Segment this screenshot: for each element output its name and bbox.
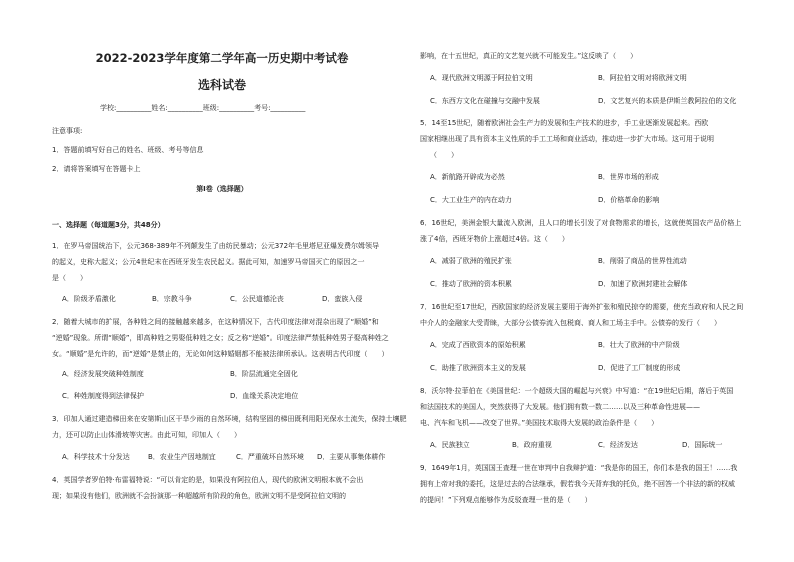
question-text: “逆婚”现象。所谓“顺婚”，即高种姓之男娶低种姓之女；反之称“逆婚”。印度法律严禁低种姓男子娶高种姓之 <box>52 334 389 342</box>
option-b[interactable]: B．政府重视 <box>512 441 552 449</box>
volume-heading: 第I卷（选择题） <box>196 185 248 193</box>
option-c[interactable]: C．推动了欧洲的资本积累 <box>430 280 512 288</box>
student-info-line: 学校:__________姓名:__________班级:__________考号:__________ <box>100 104 306 112</box>
option-d[interactable]: D．加速了欧洲封建社会解体 <box>598 280 688 288</box>
question-text: 女。“顺婚”是允许的，而“逆婚”是禁止的，无论如何这种婚姻都不能被法律所承认。这表明古代印度（ ） <box>52 350 389 358</box>
option-a[interactable]: A．经济发展突破种姓制度 <box>62 370 144 378</box>
question-text: 电、汽车和飞机——改变了世界。”美国技术取得大发展的政治条件是（ ） <box>420 419 659 427</box>
question-text: 5．14至15世纪，随着欧洲社会生产力的发展和生产技术的进步，手工业逐渐发展起来。西欧 <box>420 119 709 127</box>
option-d[interactable]: D．文艺复兴的本质是伊斯兰教阿拉伯的文化 <box>598 97 737 105</box>
option-a[interactable]: A．完成了西欧资本的原始积累 <box>430 341 526 349</box>
option-d[interactable]: D．价格革命的影响 <box>598 196 660 204</box>
question-text: （ ） <box>430 151 458 159</box>
question-text: 6．16世纪，美洲金银大量流入欧洲，且人口的增长引发了对食物需求的增长，这就使英国农产品价格上 <box>420 219 742 227</box>
question-text: 1．在罗马帝国统治下，公元368-389年不列颠发生了由纺民暴动；公元372年毛里塔尼亚爆发费尔姆领导 <box>52 242 380 250</box>
question-text: 8．沃尔特·拉菲伯在《美国世纪：一个超级大国的崛起与兴衰》中写道：“在19世纪后期，落后于英国 <box>420 387 734 395</box>
left-column <box>52 0 407 562</box>
section-heading: 一、选择题（每道题3分，共48分） <box>52 221 165 229</box>
option-c[interactable]: C．经济发达 <box>598 441 638 449</box>
option-d[interactable]: D．促进了工厂制度的形成 <box>598 364 681 372</box>
option-d[interactable]: D．国际统一 <box>682 441 723 449</box>
question-text: 国家相继出现了具有资本主义性质的手工工场和商业活动，推动进一步扩大市场。这可用于说明 <box>420 135 714 143</box>
question-text: 的提问！”下列观点能够作为反驳查理一世的是（ ） <box>420 496 592 504</box>
question-text: 中介人的金融家大受青睐，大部分公债券流入包税商、商人和工场主手中。公债券的发行（ ） <box>420 319 721 327</box>
option-c[interactable]: C．种姓制度得到法律保护 <box>62 392 144 400</box>
option-b[interactable]: B．世界市场的形成 <box>598 173 659 181</box>
question-text: 7．16世纪至17世纪，西欧国家的经济发展主要用于海外扩张和殖民掠夺的需要，使充当政府和人民之间 <box>420 303 744 311</box>
option-c[interactable]: C．大工业生产的内在动力 <box>430 196 512 204</box>
option-a[interactable]: A．现代欧洲文明源于阿拉伯文明 <box>430 74 533 82</box>
question-text: 4．英国学者罗伯特·布雷福特说：“可以肯定的是，如果没有阿拉伯人，现代的欧洲文明根本就不会出 <box>52 476 364 484</box>
option-b[interactable]: B．农业生产因地制宜 <box>148 453 216 461</box>
question-text: 2．随着大城市的扩展，各种姓之间的接触越来越多，在这种情况下，古代印度法律对混杂出现了“顺婚”和 <box>52 318 379 326</box>
option-b[interactable]: B．阶层流通完全固化 <box>230 370 298 378</box>
question-text: 是（ ） <box>52 274 87 282</box>
note-item: 1．答题前填写好自己的姓名、班级、考号等信息 <box>52 146 204 154</box>
option-a[interactable]: A．新航路开辟成为必然 <box>430 173 505 181</box>
notes-heading: 注意事项: <box>52 127 83 135</box>
option-a[interactable]: A．民族独立 <box>430 441 470 449</box>
option-a[interactable]: A．阶级矛盾激化 <box>62 295 116 303</box>
option-c[interactable]: C．严重破坏自然环境 <box>236 453 304 461</box>
exam-title: 2022-2023学年度第二学年高一历史期中考试卷 <box>95 51 349 65</box>
option-a[interactable]: A．减弱了欧洲的殖民扩张 <box>430 257 512 265</box>
note-item: 2．请将答案填写在答题卡上 <box>52 165 141 173</box>
exam-subtitle: 选科试卷 <box>197 78 246 92</box>
option-c[interactable]: C．助推了欧洲资本主义的发展 <box>430 364 526 372</box>
question-text: 的起义，史称大起义；公元4世纪末在西班牙发生农民起义。据此可知，加速罗马帝国灭亡的原因之一 <box>52 258 365 266</box>
option-b[interactable]: B．壮大了欧洲的中产阶级 <box>598 341 680 349</box>
option-b[interactable]: B．阿拉伯文明对将欧洲文明 <box>598 74 687 82</box>
question-text: 涨了4倍，西班牙物价上涨超过4倍。这（ ） <box>420 235 569 243</box>
option-c[interactable]: C．公民道德沦丧 <box>230 295 284 303</box>
question-text: 和法国技术的美国人，突然获得了大发展。他们拥有数一数二……以及三种革命性进展—— <box>420 403 700 411</box>
right-column <box>420 0 760 562</box>
question-text: 影响，在十五世纪，真正的文艺复兴就不可能发生。”这反映了（ ） <box>420 52 638 60</box>
option-b[interactable]: B．宗教斗争 <box>152 295 192 303</box>
question-text: 9．1649年1月，英国国王查理一世在审判中自我辩护道：“我是你的国王，你们本是我的国王！……我 <box>420 464 738 472</box>
question-text: 力，还可以防止山体滑坡等灾害。由此可知，印加人（ ） <box>52 431 241 439</box>
option-a[interactable]: A．科学技术十分发达 <box>62 453 130 461</box>
option-d[interactable]: D．血缘关系决定地位 <box>230 392 299 400</box>
option-d[interactable]: D．蛮族入侵 <box>322 295 363 303</box>
question-text: 现；如果没有他们，欧洲就不会扮演那一种超越所有阶段的角色，欧洲文明不是受阿拉伯文明的 <box>52 492 346 500</box>
option-b[interactable]: B．削弱了商品的世界性流动 <box>598 257 687 265</box>
question-text: 3．印加人通过建造梯田来在安第斯山区干旱少雨的自然环境，结构坚固的梯田既利用阳光保水土流失，保持土壤肥 <box>52 415 407 423</box>
option-c[interactable]: C．东西方文化在碰撞与交融中发展 <box>430 97 540 105</box>
question-text: 拥有上帝对我的委托，这是过去的合法继承，假若我今天背弃我的托负，绝不回答一个非法的新的权威 <box>420 480 735 488</box>
option-d[interactable]: D．主要从事集体耕作 <box>317 453 386 461</box>
